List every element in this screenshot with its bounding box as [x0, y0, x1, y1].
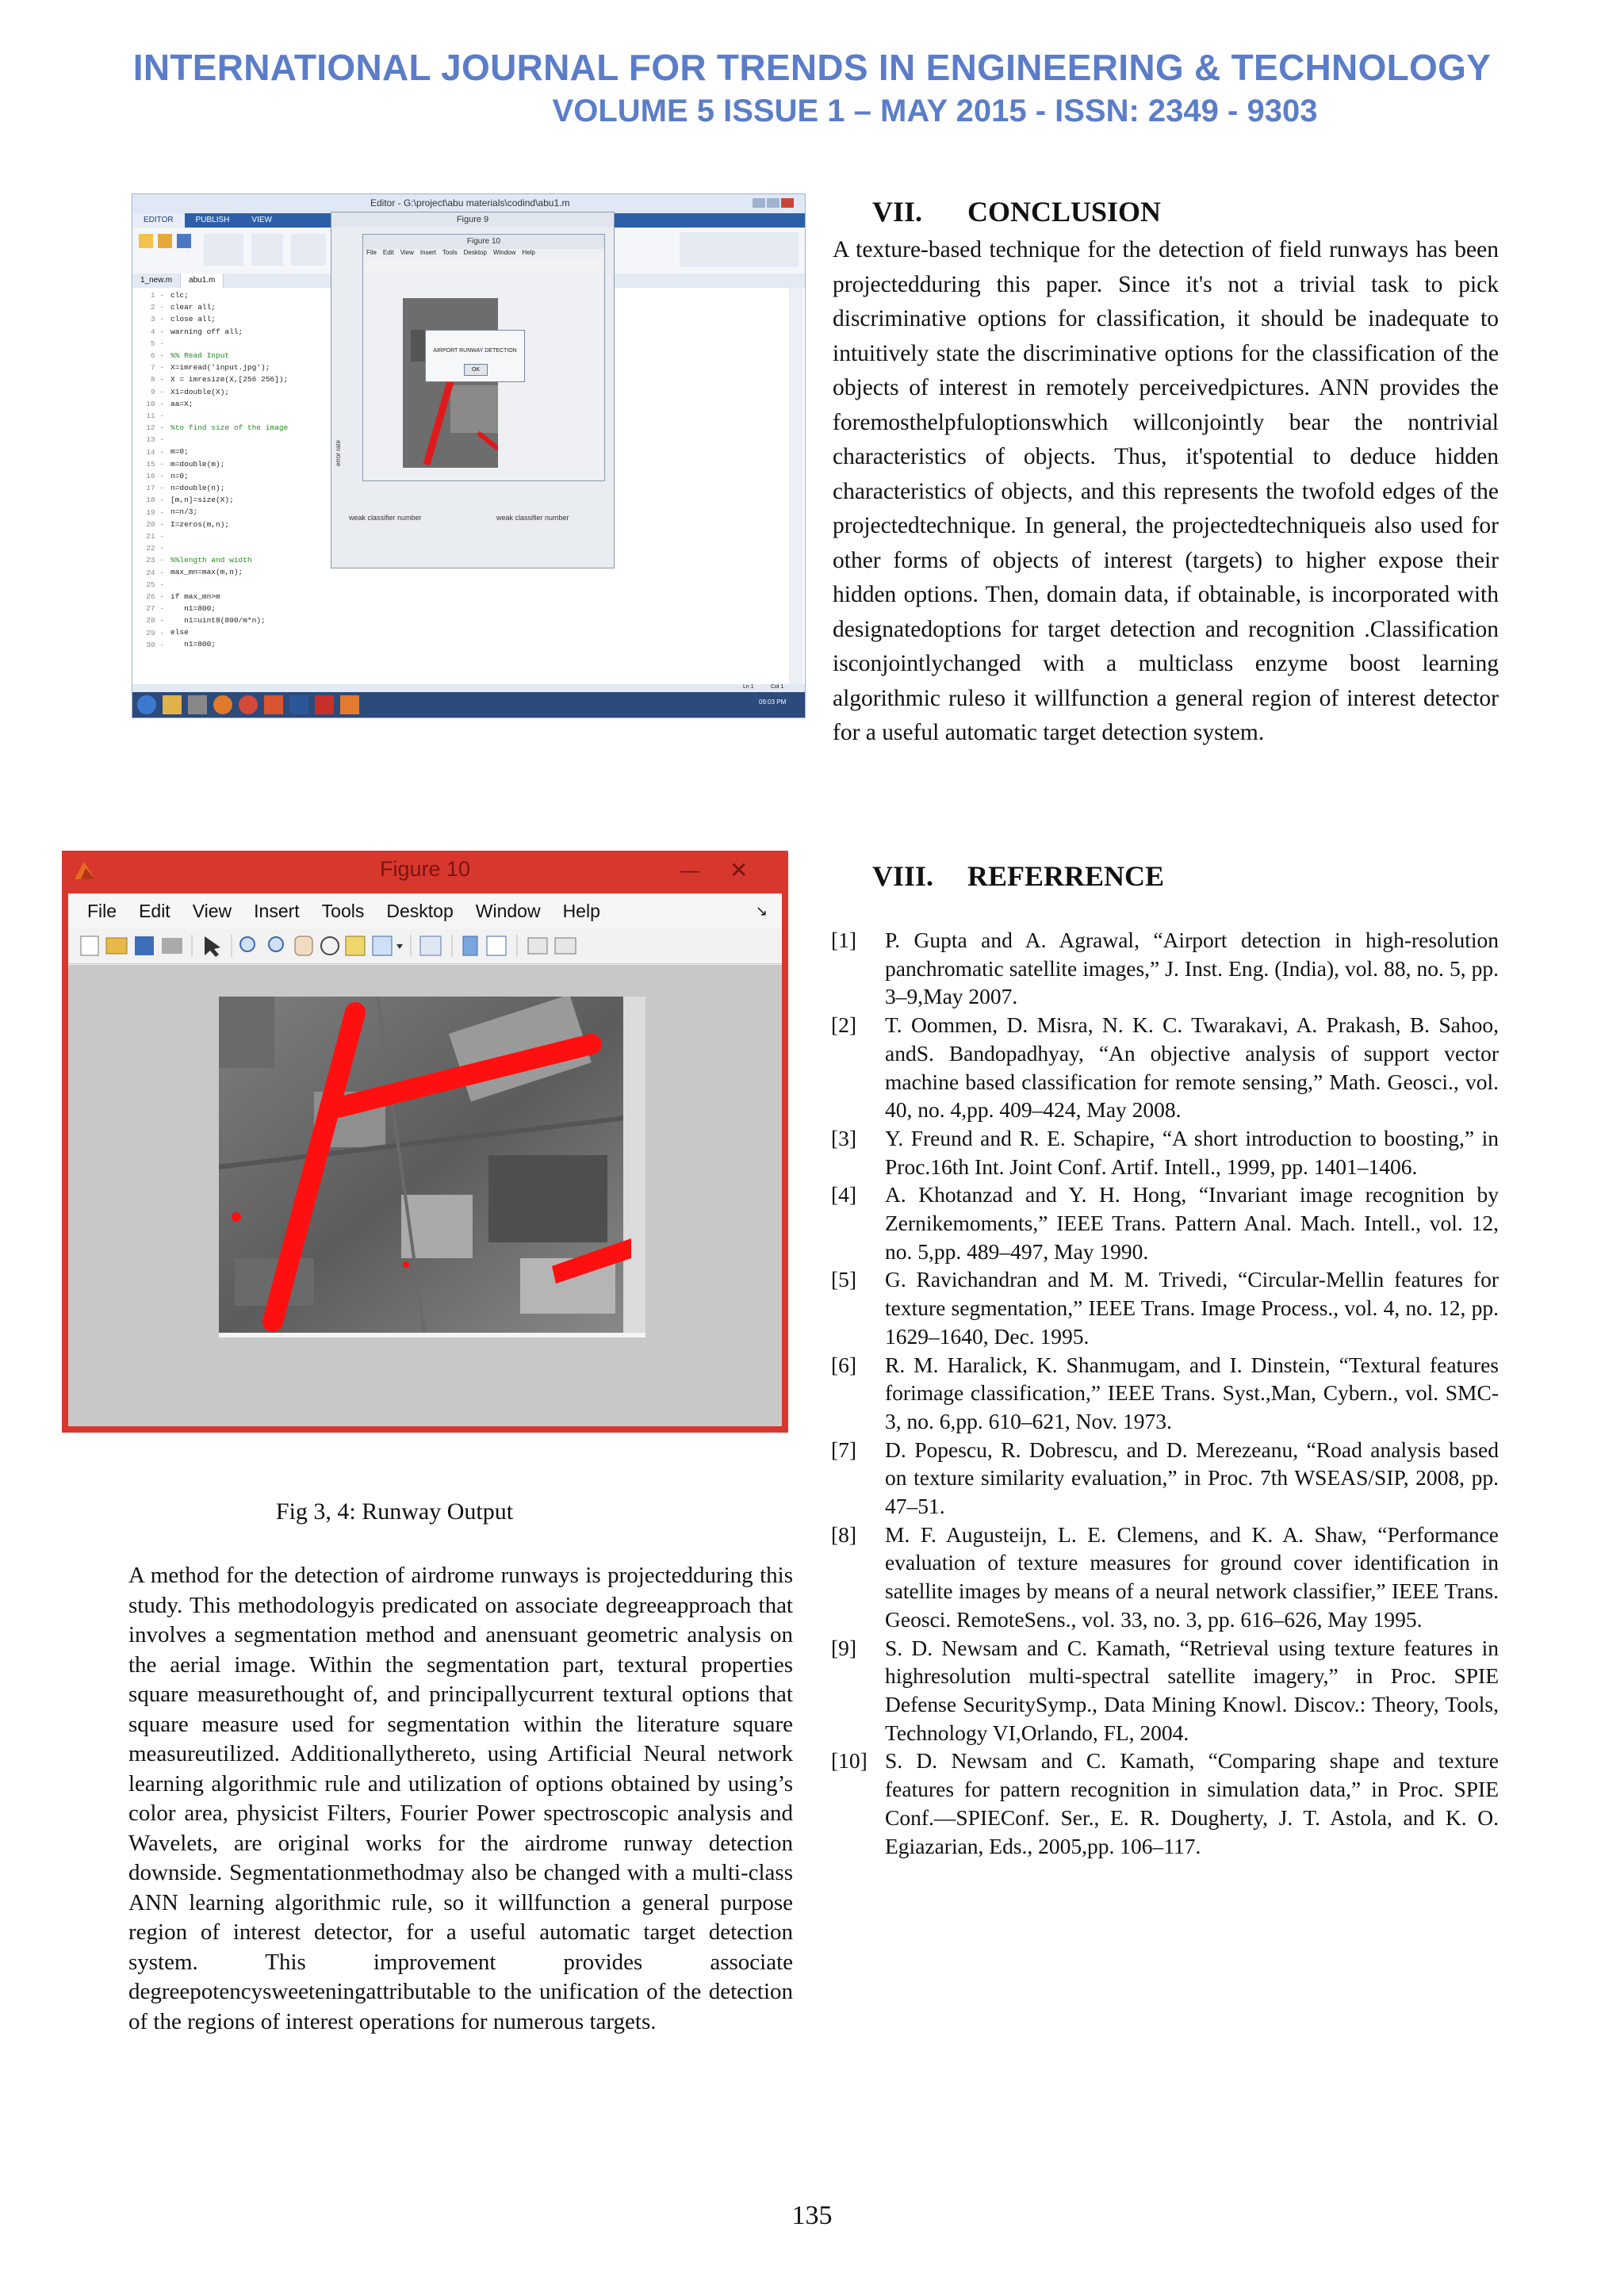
- line-number: 15 -: [146, 459, 164, 469]
- line-number: 29 -: [146, 628, 164, 637]
- code-line: X = imresize(X,[256 256]);: [170, 375, 289, 385]
- firefox-icon[interactable]: [213, 695, 232, 714]
- menu-view[interactable]: View: [192, 900, 232, 921]
- figure10-small-title: Figure 10: [363, 235, 604, 249]
- menu-tools[interactable]: Tools: [321, 900, 365, 921]
- code-line: m=double(m);: [170, 459, 225, 469]
- code-line: I=zeros(m,n);: [170, 519, 230, 529]
- line-number: 11 -: [146, 411, 164, 421]
- line-number: 12 -: [146, 423, 164, 433]
- zoom-in-icon: [240, 937, 255, 951]
- code-line: clear all;: [170, 303, 216, 312]
- menu-insert[interactable]: Insert: [419, 249, 436, 256]
- reference-item: [831, 1265, 1499, 1350]
- open-icon[interactable]: [158, 234, 172, 248]
- save-icon[interactable]: [177, 234, 191, 248]
- code-line: X1=double(X);: [170, 387, 230, 396]
- ie-icon[interactable]: [137, 695, 156, 714]
- conclusion-heading: [872, 195, 1161, 228]
- line-number: 24 -: [146, 568, 164, 577]
- reference-list: [831, 926, 1499, 1860]
- menu-desktop[interactable]: Desktop: [463, 249, 487, 256]
- reference-number: [7]: [831, 1437, 857, 1462]
- editor-window-title: Editor - G:\project\abu materials\codind\abu1.m: [370, 197, 570, 209]
- reference-item: [831, 1521, 1499, 1634]
- code-line: %%length and width: [170, 556, 252, 565]
- axis-label-right: weak classifier number: [496, 514, 569, 522]
- menu-view[interactable]: View: [400, 249, 414, 256]
- edit-plot-icon: [205, 936, 220, 957]
- folder-icon[interactable]: [163, 695, 182, 714]
- reference-item: [831, 1181, 1499, 1265]
- brush-icon: [373, 936, 392, 955]
- editor-scrollbar[interactable]: [789, 288, 803, 684]
- menu-edit[interactable]: Edit: [139, 900, 170, 921]
- line-number: 28 -: [146, 616, 164, 626]
- conclusion-number: VII.: [872, 196, 923, 228]
- open-file-icon: [106, 938, 127, 954]
- conclusion-text: A texture-based technique for the detection of field runways has been projectedduring this paper. Since it's not a trivial task to pick discriminative options for classification, it should be inadequate to intuitively state the discriminative options for the classification of the objects of interest in remotely perceivedpictures. ANN provides the foremosthelpfuloptionswhich willconjointly bear the nontrivial characteristics of objects. Thus, it'spotential to deduce hidden characteristics of objects, and this represents the twofold edges of the projectedtechnique. In general, the projectedtechniqueis also used for other forms of objects of interest (targets) to higher expose their hidden options. Then, domain data, if obtainable, is incorporated with designatedoptions for target detection and recognition .Classification isconjointlychanged with a multiclass enzyme boost learning algorithmic ruleso it willfunction a general region of interest detector for a useful automatic target detection system.: [833, 237, 1499, 745]
- reference-text: M. F. Augusteijn, L. E. Clemens, and K. A. Shaw, “Performance evaluation of texture measures for ground cover identification in satellite images by means of a neural network classifier,” IEEE Trans. Geosci. RemoteSens., vol. 33, no. 3, pp. 616–626, May 1995.: [885, 1521, 1499, 1632]
- code-line: n1=800;: [170, 603, 216, 613]
- menu-window[interactable]: Window: [492, 249, 516, 256]
- line-number: 8 -: [150, 375, 164, 385]
- new-figure-icon: [81, 936, 98, 955]
- menu-help[interactable]: Help: [562, 900, 600, 921]
- code-line: clc;: [170, 291, 189, 300]
- reference-number: [6]: [831, 1352, 857, 1377]
- editor-statusbar: [132, 684, 805, 692]
- aerial-thumbnail: [403, 298, 498, 468]
- references-heading: [872, 859, 1164, 893]
- menu-file[interactable]: File: [87, 900, 117, 921]
- code-line: n=0;: [170, 471, 189, 480]
- menu-file[interactable]: File: [366, 249, 377, 256]
- figure10-small-toolbar[interactable]: [363, 260, 604, 271]
- figure10-content: [68, 894, 782, 1426]
- figure10-title: Figure 10: [379, 857, 471, 881]
- reference-number: [3]: [831, 1125, 857, 1150]
- line-number: 19 -: [146, 507, 164, 517]
- line-number: 6 -: [150, 351, 164, 361]
- menu-insert[interactable]: Insert: [254, 900, 300, 921]
- menu-edit[interactable]: Edit: [382, 249, 394, 256]
- code-line: %to find size of the image: [170, 423, 289, 433]
- file-tab-abu1[interactable]: abu1.m: [181, 274, 224, 288]
- line-number: 10 -: [146, 399, 164, 408]
- code-line: n=n/3;: [170, 507, 198, 517]
- axis-label-left: weak classifier number: [349, 514, 422, 522]
- conclusion-title: CONCLUSION: [967, 196, 1162, 228]
- code-line: n=double(n);: [170, 484, 225, 492]
- figure10-window: [62, 851, 788, 1433]
- hide-plot-tools-icon: [528, 938, 547, 954]
- figure10-small-menu: [363, 249, 607, 260]
- line-number: 16 -: [146, 472, 164, 481]
- find-files-icon[interactable]: [204, 234, 243, 266]
- reference-text: Y. Freund and R. E. Schapire, “A short introduction to boosting,” in Proc.16th Int. Joint Conf. Artif. Intell., 1999, pp. 1401–1406.: [885, 1125, 1499, 1179]
- left-paragraph: A method for the detection of airdrome runways is projectedduring this study. This methodologyis predicated on associate degreeapproach that involves a segmentation method and anensuant geometric analysis on the aerial image. Within the segmentation part, textural properties square measurethought of, and principallycurrent textural options that square measure used for segmentation within the literature square measureutilized. Additionallythereto, using Artificial Neural network learning algorithmic rule and utilization of options obtained by using’s color area, physicist Filters, Fourier Power spectroscopic analysis and Wavelets, are original works for the airdrome runway detection downside. Segmentationmethodmay also be changed with a multi-class ANN learning algorithmic rule, so it willfunction a general purpose region of interest detector, for a useful automatic target detection system. This improvement provides associate degreepotencysweeteningattributable to the unification of the detection of the regions of interest operations for numerous targets.: [128, 1563, 793, 2034]
- reference-text: D. Popescu, R. Dobrescu, and D. Merezeanu, “Road analysis based on texture similarity evaluation,” in Proc. 7th WSEAS/SIP, 2008, pp. 47–51.: [885, 1437, 1499, 1519]
- show-plot-tools-icon: [555, 938, 576, 954]
- reference-number: [2]: [831, 1012, 857, 1038]
- word-icon[interactable]: [289, 695, 308, 714]
- legend-icon: [487, 936, 506, 955]
- line-number: 17 -: [146, 484, 164, 493]
- menu-window[interactable]: Window: [475, 900, 541, 921]
- journal-volume: VOLUME 5 ISSUE 1 – MAY 2015 - ISSN: 2349 - 9303: [552, 94, 1318, 128]
- code-line: max_mn=max(m,n);: [170, 568, 243, 577]
- status-ln: Ln 1: [743, 684, 754, 690]
- code-line: aa=X;: [170, 399, 193, 408]
- code-line: [170, 579, 472, 591]
- figure9-title: Figure 9: [331, 212, 614, 227]
- figure10-menubar: [68, 894, 782, 928]
- journal-title: INTERNATIONAL JOURNAL FOR TRENDS IN ENGINEERING & TECHNOLOGY: [132, 47, 1492, 88]
- figure-caption: Fig 3, 4: Runway Output: [275, 1498, 514, 1525]
- reference-number: [4]: [831, 1182, 857, 1207]
- line-number: 20 -: [146, 519, 164, 529]
- reference-item: [831, 1634, 1499, 1747]
- print-figure-icon: [162, 938, 182, 954]
- matlab-icon[interactable]: [340, 695, 359, 714]
- page-number: 135: [791, 2201, 833, 2230]
- figure10-small-window: [362, 234, 605, 481]
- zoom-out-icon: [269, 937, 283, 951]
- reference-item: [831, 1124, 1499, 1181]
- chrome-icon[interactable]: [239, 695, 258, 714]
- minimize-icon[interactable]: —: [680, 860, 699, 882]
- reference-text: P. Gupta and A. Agrawal, “Airport detection in high-resolution panchromatic satellite images,” J. Inst. Eng. (India), vol. 88, no. 5, pp. 3–9,May 2007.: [885, 928, 1499, 1009]
- run-controls[interactable]: [680, 232, 799, 267]
- reference-text: T. Oommen, D. Misra, N. K. C. Twarakavi, A. Prakash, B. Sahoo, andS. Bandopadhyay, “An objective analysis of support vector machine based classification for remote sensing,” Math. Geosci., vol. 40, no. 4,pp. 409–424, May 2008.: [885, 1012, 1499, 1123]
- reference-text: A. Khotanzad and Y. H. Hong, “Invariant image recognition by Zernikemoments,” IEEE Trans. Pattern Anal. Mach. Intell., vol. 12, no. 5,pp. 489–497, May 1990.: [885, 1182, 1499, 1264]
- reference-number: [10]: [831, 1748, 868, 1774]
- reference-number: [8]: [831, 1521, 857, 1547]
- code-line: else: [170, 628, 189, 637]
- insert-icon[interactable]: [251, 234, 283, 266]
- tab-editor[interactable]: EDITOR: [132, 213, 185, 228]
- code-line: close all;: [170, 315, 216, 324]
- code-line: n1=800;: [170, 640, 216, 649]
- line-number: 13 -: [146, 435, 164, 445]
- colorbar-icon: [463, 936, 477, 955]
- line-number: 18 -: [146, 496, 164, 505]
- dialog-message: AIRPORT RUNWAY DETECTION: [433, 348, 517, 354]
- y-axis-label: error rate: [335, 440, 342, 466]
- menu-tools[interactable]: Tools: [442, 249, 458, 256]
- line-number: 2 -: [150, 303, 164, 312]
- references-number: VIII.: [872, 860, 934, 892]
- line-number: 22 -: [146, 544, 164, 553]
- references-title: REFERRENCE: [967, 860, 1165, 892]
- menu-help[interactable]: Help: [522, 249, 535, 256]
- taskbar-clock: 09:03 PM: [759, 698, 787, 706]
- data-cursor-icon: [346, 936, 365, 955]
- dock-arrow-icon[interactable]: ↘: [755, 902, 768, 919]
- line-number: 25 -: [146, 580, 164, 589]
- reference-text: S. D. Newsam and C. Kamath, “Retrieval using texture features in highresolution multi-spectral satellite imagery,” in Proc. SPIE Defense SecuritySymp., Data Mining Knowl. Discov.: Theory, Tools, Technology VI,Orlando, FL, 2004.: [885, 1635, 1499, 1745]
- reference-item: [831, 926, 1499, 1011]
- reference-item: [831, 1011, 1499, 1124]
- reference-number: [5]: [831, 1267, 857, 1292]
- reference-text: S. D. Newsam and C. Kamath, “Comparing shape and texture features for pattern recognition in simulation data,” in Proc. SPIE Conf.—SPIEConf. Ser., E. R. Dougherty, J. T. Astola, and K. O. Egiazarian, Eds., 2005,pp. 106–117.: [885, 1748, 1499, 1858]
- line-number: 5 -: [150, 339, 164, 348]
- media-icon[interactable]: [188, 695, 207, 714]
- link-plot-icon: [420, 936, 441, 955]
- line-number: 26 -: [146, 592, 164, 602]
- line-numbers: [132, 289, 164, 651]
- code-line: warning off all;: [170, 327, 243, 336]
- line-number: 30 -: [146, 640, 164, 649]
- code-line: n1=uint8(800/m*n);: [170, 616, 266, 626]
- figure10-toolbar: [68, 928, 782, 964]
- detection-dialog: [425, 330, 525, 382]
- line-number: 23 -: [146, 556, 164, 565]
- runway-output-image: [219, 997, 645, 1337]
- reference-text: G. Ravichandran and M. M. Trivedi, “Circular-Mellin features for texture segmentation,” IEEE Trans. Image Process., vol. 4, no. 12, pp. 1629–1640, Dec. 1995.: [885, 1267, 1499, 1349]
- reference-text: R. M. Haralick, K. Shanmugam, and I. Dinstein, “Textural features forimage classification,” IEEE Trans. Syst.,Man, Cybern., vol. SMC-3, no. 6,pp. 610–621, Nov. 1973.: [885, 1352, 1499, 1433]
- line-number: 4 -: [150, 327, 164, 336]
- code-line: %% Read Input: [170, 350, 230, 360]
- line-number: 14 -: [146, 447, 164, 457]
- window-controls[interactable]: [753, 197, 800, 209]
- comment-icon[interactable]: [291, 234, 326, 266]
- pan-icon: [295, 936, 312, 955]
- line-number: 1 -: [150, 291, 164, 300]
- status-col: Col 1: [771, 684, 784, 690]
- dialog-ok-button[interactable]: OK: [464, 364, 488, 376]
- powerpoint-icon[interactable]: [264, 695, 283, 714]
- code-line: [m,n]=size(X);: [170, 496, 234, 505]
- reference-item: [831, 1436, 1499, 1521]
- rotate-3d-icon: [321, 937, 339, 955]
- editor-screenshot: [132, 193, 806, 718]
- figure10-canvas: [68, 965, 782, 1426]
- code-line: if max_mn>m: [170, 591, 220, 601]
- brush-dropdown-icon: [396, 944, 403, 949]
- line-number: 3 -: [150, 315, 164, 324]
- code-line: X=imread('input.jpg');: [170, 363, 270, 373]
- file-tab-new[interactable]: 1_new.m: [132, 274, 181, 288]
- new-icon[interactable]: [139, 234, 153, 248]
- code-line: m=0;: [170, 447, 189, 457]
- line-number: 9 -: [150, 387, 164, 396]
- reference-number: [1]: [831, 928, 857, 952]
- reference-item: [831, 1351, 1499, 1436]
- tab-publish[interactable]: PUBLISH: [195, 216, 230, 224]
- close-icon[interactable]: ✕: [730, 858, 749, 882]
- reference-item: [831, 1747, 1499, 1860]
- line-number: 21 -: [146, 532, 164, 541]
- tab-view[interactable]: VIEW: [251, 216, 272, 224]
- acrobat-icon[interactable]: [315, 695, 334, 714]
- reference-number: [9]: [831, 1635, 857, 1660]
- line-number: 27 -: [146, 604, 164, 614]
- line-number: 7 -: [150, 363, 164, 373]
- save-figure-icon: [135, 936, 154, 955]
- menu-desktop[interactable]: Desktop: [386, 900, 454, 921]
- taskbar: [132, 692, 805, 718]
